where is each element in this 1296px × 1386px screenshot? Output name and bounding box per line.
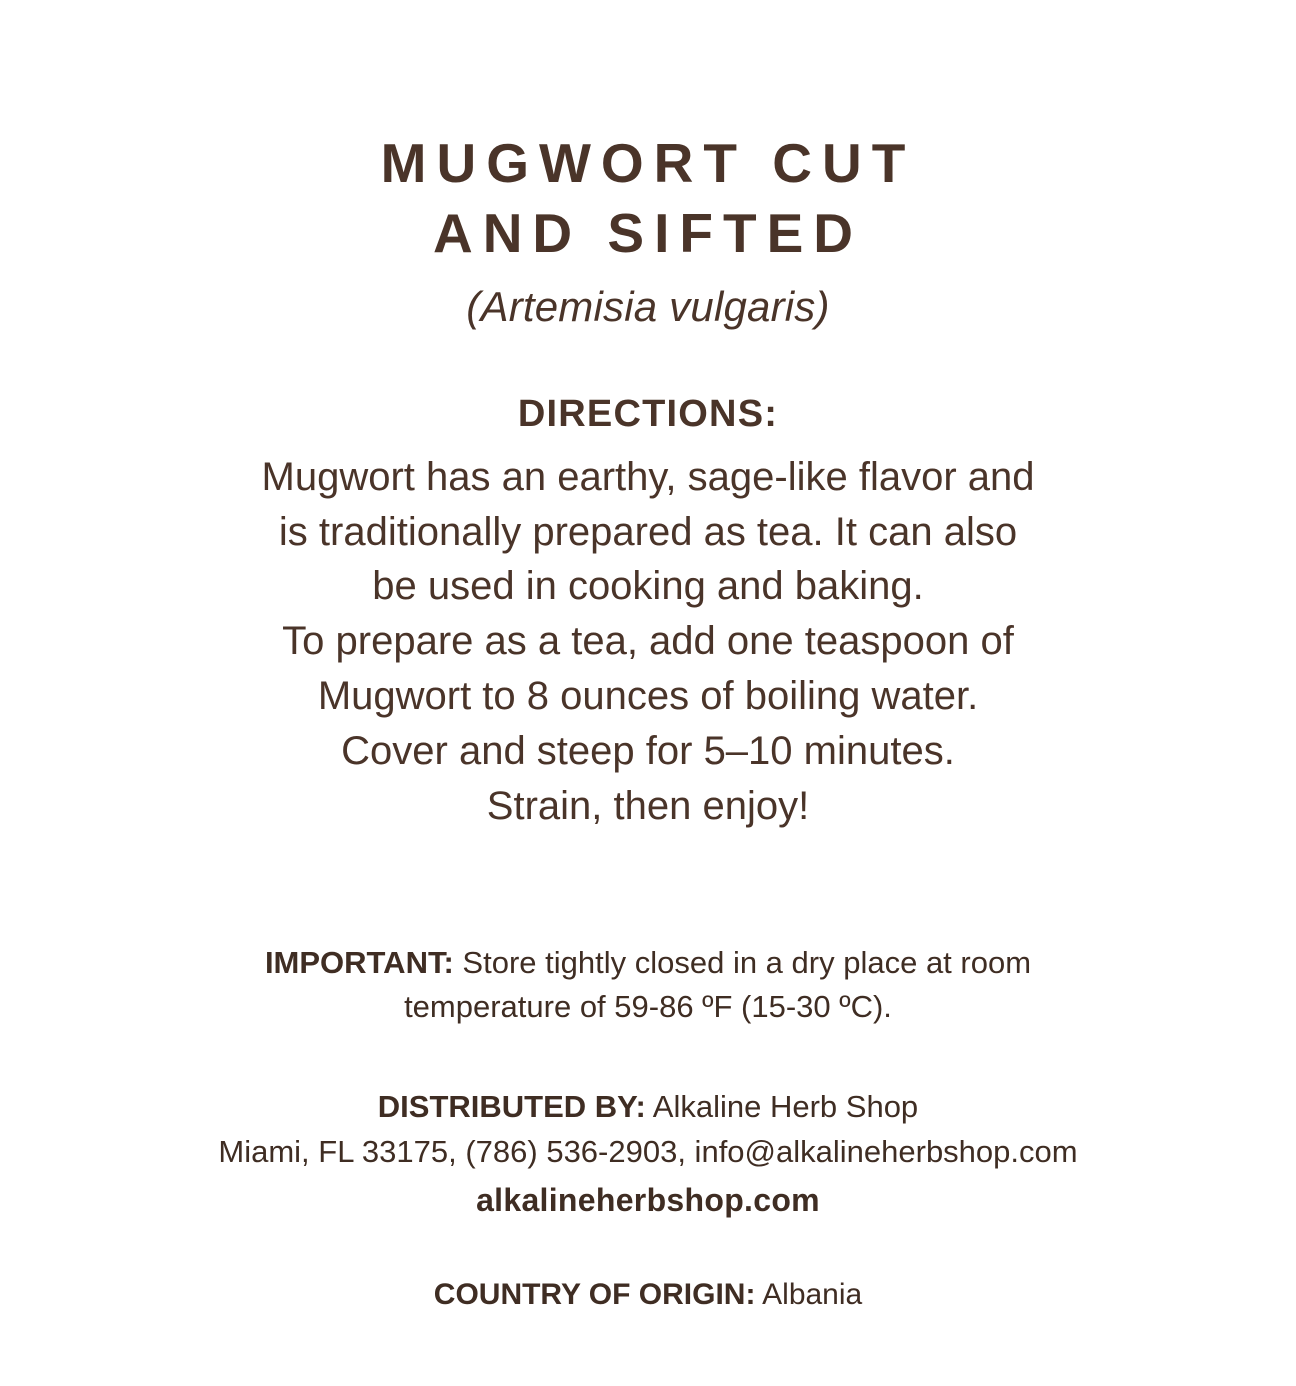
directions-line: To prepare as a tea, add one teaspoon of (282, 619, 1014, 664)
product-title (381, 128, 916, 269)
directions-heading: DIRECTIONS: (517, 392, 779, 435)
directions-section (138, 393, 1158, 834)
distributed-by-label: DISTRIBUTED BY: (377, 1089, 646, 1125)
directions-line: is traditionally prepared as tea. It can also (278, 509, 1018, 554)
distributor-line (138, 1085, 1158, 1130)
directions-line: Strain, then enjoy! (486, 783, 810, 828)
country-of-origin-value: Albania (762, 1277, 863, 1311)
distributor-address: Miami, FL 33175, (786) 536-2903, info@alkalineherbshop.com (218, 1134, 1078, 1170)
botanical-name: (Artemisia vulgaris) (466, 282, 830, 330)
distributor-company: Alkaline Herb Shop (652, 1089, 919, 1125)
country-of-origin-label: COUNTRY OF ORIGIN: (433, 1277, 756, 1311)
directions-line: Mugwort has an earthy, sage-like flavor and (261, 454, 1035, 499)
directions-line: Cover and steep for 5–10 minutes. (341, 728, 955, 773)
country-of-origin (138, 1278, 1158, 1312)
important-label: IMPORTANT: (264, 945, 454, 981)
website-link[interactable]: alkalineherbshop.com (476, 1182, 820, 1219)
storage-line-2: temperature of 59-86 ºF (15-30 ºC). (404, 989, 892, 1025)
directions-body (138, 450, 1158, 834)
directions-line: Mugwort to 8 ounces of boiling water. (317, 673, 979, 718)
distributor-info (138, 1085, 1158, 1223)
product-title-line-2: AND SIFTED (432, 202, 863, 265)
storage-line-1 (138, 941, 1158, 985)
directions-line: be used in cooking and baking. (372, 564, 924, 609)
product-title-line-1: MUGWORT CUT (380, 132, 916, 194)
storage-instructions (138, 941, 1158, 1029)
storage-text-1: Store tightly closed in a dry place at room (462, 945, 1032, 981)
